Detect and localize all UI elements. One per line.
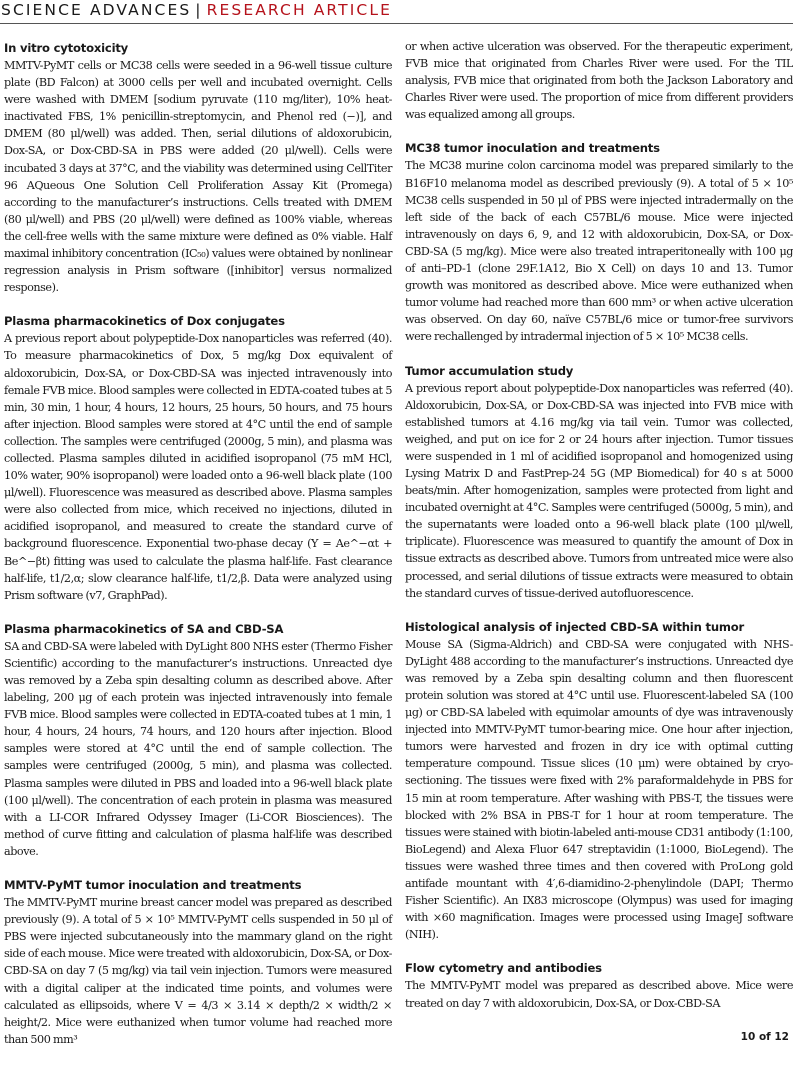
section-heading: In vitro cytotoxicity (4, 41, 129, 55)
header-text (1, 1, 392, 19)
section-body: The MC38 murine colon carcinoma model was prepared similarly to the B16F10 melanoma model as described previously (9). A total of 5 × 10⁵ MC38 cells suspended in 50 μl of PBS were injected intradermally on the left side of the back of each C57BL/6 mouse. Mice were injected intravenously on days 6, 9, and 12 with aldoxorubicin, Dox-SA, or Dox-CBD-SA (5 mg/kg). Mice were also treated intraperitoneally with 100 μg of anti–PD-1 (clone 29F.1A12, Bio X Cell) on days 10 and 13. Tumor growth was monitored as described above. Mice were euthanized when tumor volume had reached more than 600 mm³ or when active ulceration was observed. On day 60, naïve C57BL/6 mice or tumor-free survivors were rechallenged by intradermal injection of 5 × 10⁵ MC38 cells. (405, 159, 793, 344)
section-heading: Flow cytometry and antibodies (405, 961, 602, 976)
journal-name: SCIENCE ADVANCES (1, 1, 192, 19)
running-header (0, 0, 793, 24)
section-flow-cytometry (405, 960, 793, 1011)
right-column (405, 38, 793, 1029)
section-heading: Plasma pharmacokinetics of SA and CBD-SA (4, 621, 284, 636)
section-heading: Histological analysis of injected CBD-SA within tumor (405, 619, 745, 634)
left-column (4, 40, 392, 1065)
continued-paragraph: or when active ulceration was observed. For the therapeutic experiment, FVB mice that originated from Charles River were used. For the TIL analysis, FVB mice that originated from both the Jackson Laboratory and Charles River were used. The proportion of mice from different providers was equalized among all groups. (405, 40, 793, 122)
section-heading: MC38 tumor inoculation and treatments (405, 141, 660, 156)
header-rule (0, 23, 793, 24)
section-heading: Plasma pharmacokinetics of Dox conjugates (4, 314, 285, 329)
section-mmtv-pymt (4, 877, 392, 1048)
section-body: A previous report about polypeptide-Dox nanoparticles was referred (40). To measure pharmacokinetics of Dox, 5 mg/kg Dox equivalent of aldoxorubicin, Dox-SA, or Dox-CBD-SA was injected intravenously into female FVB mice. Blood samples were collected in EDTA-coated tubes at 5 min, 30 min, 1 hour, 4 hours, 12 hours, 25 hours, 50 hours, and 75 hours after injection. Blood samples were stored at 4°C until the end of sample collection. The samples were centrifuged (2000g, 5 min), and plasma was collected. Plasma samples diluted in acidified isopropanol (75 mM HCl, 10% water, 90% isopropanol) were loaded onto a 96-well black plate (100 μl/well). Fluorescence was measured as described above. Plasma samples were also collected from mice, which received no injections, diluted in acidified isopropanol, and measured to create the standard curve of background fluorescence. Exponential two-phase decay (Y = Ae^−αt + Be^−βt) fitting was used to calculate the plasma half-life. Fast clearance half-life, t1/2,α; slow clearance half-life, t1/2,β. Data were analyzed using Prism software (v7, GraphPad). (4, 332, 392, 602)
section-mc38 (405, 140, 793, 345)
section-histology (405, 619, 793, 944)
section-body: MMTV-PyMT cells or MC38 cells were seeded in a 96-well tissue culture plate (BD Falcon) at 3000 cells per well and incubated overnight. Cells were washed with DMEM [sodium pyruvate (110 mg/liter), 10% heat-inactivated FBS, 1% penicillin-streptomycin, and Phenol red (−)], and DMEM (80 μl/well) was added. Then, serial dilutions of aldoxorubicin, Dox-SA, or Dox-CBD-SA in PBS were added (20 μl/well). Cells were incubated 3 days at 37°C, and the viability was determined using CellTiter 96 AQueous One Solution Cell Proliferation Assay Kit (Promega) according to the manufacturer’s instructions. Cells treated with DMEM (80 μl/well) and PBS (20 μl/well) were defined as 100% viable, whereas the cell-free wells with the same mixture were defined as 0% viable. Half maximal inhibitory concentration (IC₅₀) values were obtained by nonlinear regression analysis in Prism software ([inhibitor] versus normalized response). (4, 59, 392, 295)
page-number: 10 of 12 (740, 1031, 789, 1043)
section-body: The MMTV-PyMT murine breast cancer model was prepared as described previously (9). A total of 5 × 10⁵ MMTV-PyMT cells suspended in 50 μl of PBS were injected subcutaneously into the mammary gland on the right side of each mouse. Mice were treated with aldoxorubicin, Dox-SA, or Dox-CBD-SA on day 7 (5 mg/kg) via tail vein injection. Tumors were measured with a digital caliper at the indicated time points, and volumes were calculated as ellipsoids, where V = 4/3 × 3.14 × depth/2 × width/2 × height/2. Mice were euthanized when tumor volume had reached more than 500 mm³ (4, 896, 392, 1046)
section-continuation (405, 38, 793, 123)
section-tumor-accumulation (405, 363, 793, 602)
section-in-vitro-cytotoxicity (4, 40, 392, 296)
section-heading: MMTV-PyMT tumor inoculation and treatments (4, 878, 302, 893)
section-body: SA and CBD-SA were labeled with DyLight 800 NHS ester (Thermo Fisher Scientific) according to the manufacturer’s instructions. Unreacted dye was removed by a Zeba spin desalting column as described above. After labeling, 200 μg of each protein was injected intravenously into female FVB mice. Blood samples were collected in EDTA-coated tubes at 1 min, 1 hour, 4 hours, 24 hours, 74 hours, and 120 hours after injection. Blood samples were stored at 4°C until the end of sample collection. The samples were centrifuged (2000g, 5 min), and plasma was collected. Plasma samples were diluted in PBS and loaded into a 96-well black plate (100 μl/well). The concentration of each protein in plasma was measured with a LI-COR Infrared Odyssey Imager (Li-COR Biosciences). The method of curve fitting and calculation of plasma half-life was described above. (4, 639, 392, 858)
section-body: The MMTV-PyMT model was prepared as described above. Mice were treated on day 7 with aldoxorubicin, Dox-SA, or Dox-CBD-SA (405, 979, 793, 1010)
section-plasma-pk-dox (4, 313, 392, 604)
section-plasma-pk-sa (4, 621, 392, 860)
section-body: A previous report about polypeptide-Dox nanoparticles was referred (40). Aldoxorubicin, Dox-SA, or Dox-CBD-SA was injected into FVB mice with established tumors at 4.16 mg/kg via tail vein. Tumor was collected, weighed, and put on ice for 2 or 24 hours after injection. Tumor tissues were suspended in 1 ml of acidified isopropanol and homogenized using Lysing Matrix D and FastPrep-24 5G (MP Biomedical) for 40 s at 5000 beats/min. After homogenization, samples were protected from light and incubated overnight at 4°C. Samples were centrifuged (5000g, 5 min), and the supernatants were loaded onto a 96-well black plate (100 μl/well, triplicate). Fluorescence was measured to quantify the amount of Dox in tissue extracts as described above. Tumors from untreated mice were also processed, and serial dilutions of tissue extracts were measured to obtain the standard curves of tissue-derived autofluorescence. (405, 381, 793, 600)
header-separator: | (195, 1, 203, 19)
section-heading: Tumor accumulation study (405, 363, 574, 378)
article-type: RESEARCH ARTICLE (206, 1, 392, 19)
section-body: Mouse SA (Sigma-Aldrich) and CBD-SA were conjugated with NHS-DyLight 488 according to the manufacturer’s instructions. Unreacted dye was removed by a Zeba spin desalting column and then fluorescent protein solution was stored at 4°C until use. Fluorescent-labeled SA (100 μg) or CBD-SA labeled with equimolar amounts of dye was intravenously injected into MMTV-PyMT tumor-bearing mice. One hour after injection, tumors were harvested and frozen in dry ice with optimal cutting temperature compound. Tissue slices (10 μm) were obtained by cryo-sectioning. The tissues were fixed with 2% paraformaldehyde in PBS for 15 min at room temperature. After washing with PBS-T, the tissues were blocked with 2% BSA in PBS-T for 1 hour at room temperature. The tissues were stained with biotin-labeled anti-mouse CD31 antibody (1:100, BioLegend) and Alexa Fluor 647 streptavidin (1:1000, BioLegend). The tissues were washed three times and then covered with ProLong gold antifade mountant with 4′,6-diamidino-2-phenylindole (DAPI; Thermo Fisher Scientific). An IX83 microscope (Olympus) was used for imaging with ×60 magnification. Images were processed using ImageJ software (NIH). (405, 637, 793, 942)
